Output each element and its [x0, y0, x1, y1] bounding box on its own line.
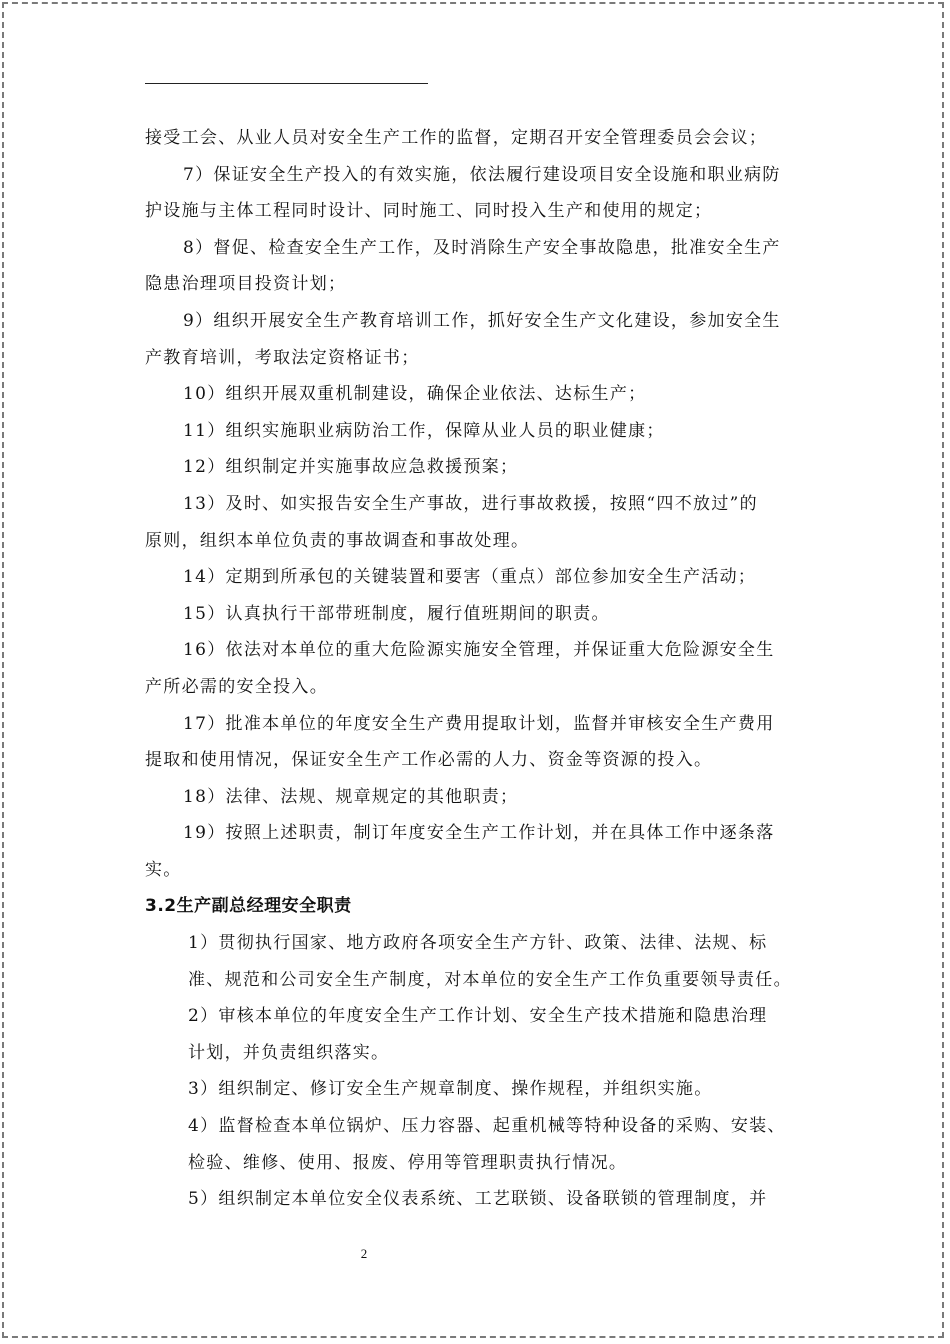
text-line: 提取和使用情况，保证安全生产工作必需的人力、资金等资源的投入。	[145, 750, 713, 771]
text-line: 8）督促、检查安全生产工作，及时消除生产安全事故隐患，批准安全生产	[183, 237, 781, 258]
text-line: 15）认真执行干部带班制度，履行值班期间的职责。	[183, 603, 610, 624]
text-line: 产教育培训，考取法定资格证书；	[145, 347, 420, 368]
text-line: 准、规范和公司安全生产制度，对本单位的安全生产工作负重要领导责任。	[188, 969, 792, 990]
text-line: 接受工会、从业人员对安全生产工作的监督，定期召开安全管理委员会会议；	[145, 128, 768, 148]
text-line: 产所必需的安全投入。	[145, 676, 328, 697]
text-line: 11）组织实施职业病防治工作，保障从业人员的职业健康；	[183, 420, 665, 441]
text-line: 14）定期到所承包的关键装置和要害（重点）部位参加安全生产活动；	[183, 567, 757, 588]
text-line: 18）法律、法规、规章规定的其他职责；	[183, 786, 519, 807]
text-line: 2）审核本单位的年度安全生产工作计划、安全生产技术措施和隐患治理	[188, 1006, 768, 1027]
document-body	[145, 120, 815, 1218]
text-line: 隐患治理项目投资计划；	[145, 274, 347, 295]
text-line: 13）及时、如实报告安全生产事故，进行事故救援，按照“四不放过”的	[183, 493, 758, 514]
text-line: 5）组织制定本单位安全仪表系统、工艺联锁、设备联锁的管理制度，并	[188, 1189, 768, 1210]
text-line: 19）按照上述职责，制订年度安全生产工作计划，并在具体工作中逐条落	[183, 823, 775, 844]
text-line: 17）批准本单位的年度安全生产费用提取计划，监督并审核安全生产费用	[183, 713, 775, 734]
text-line: 16）依法对本单位的重大危险源实施安全管理，并保证重大危险源安全生	[183, 640, 775, 661]
text-line: 计划，并负责组织落实。	[188, 1042, 390, 1063]
text-line: 1）贯彻执行国家、地方政府各项安全生产方针、政策、法律、法规、标	[188, 933, 768, 954]
text-line: 9）组织开展安全生产教育培训工作，抓好安全生产文化建设，参加安全生	[183, 310, 781, 331]
text-line: 实。	[145, 859, 182, 880]
text-line: 检验、维修、使用、报废、停用等管理职责执行情况。	[188, 1152, 628, 1173]
text-line: 3）组织制定、修订安全生产规章制度、操作规程，并组织实施。	[188, 1079, 713, 1100]
text-line: 12）组织制定并实施事故应急救援预案；	[183, 457, 519, 478]
page-number: 2	[360, 1246, 368, 1261]
header-rule	[145, 83, 428, 84]
text-line: 护设施与主体工程同时设计、同时施工、同时投入生产和使用的规定；	[145, 201, 713, 222]
text-line: 10）组织开展双重机制建设，确保企业依法、达标生产；	[183, 384, 647, 405]
text-line: 原则，组织本单位负责的事故调查和事故处理。	[145, 530, 530, 551]
section-heading: 3.2生产副总经理安全职责	[145, 896, 352, 917]
text-line: 4）监督检查本单位锅炉、压力容器、起重机械等特种设备的采购、安装、	[188, 1116, 786, 1137]
text-line: 7）保证安全生产投入的有效实施，依法履行建设项目安全设施和职业病防	[183, 164, 781, 185]
